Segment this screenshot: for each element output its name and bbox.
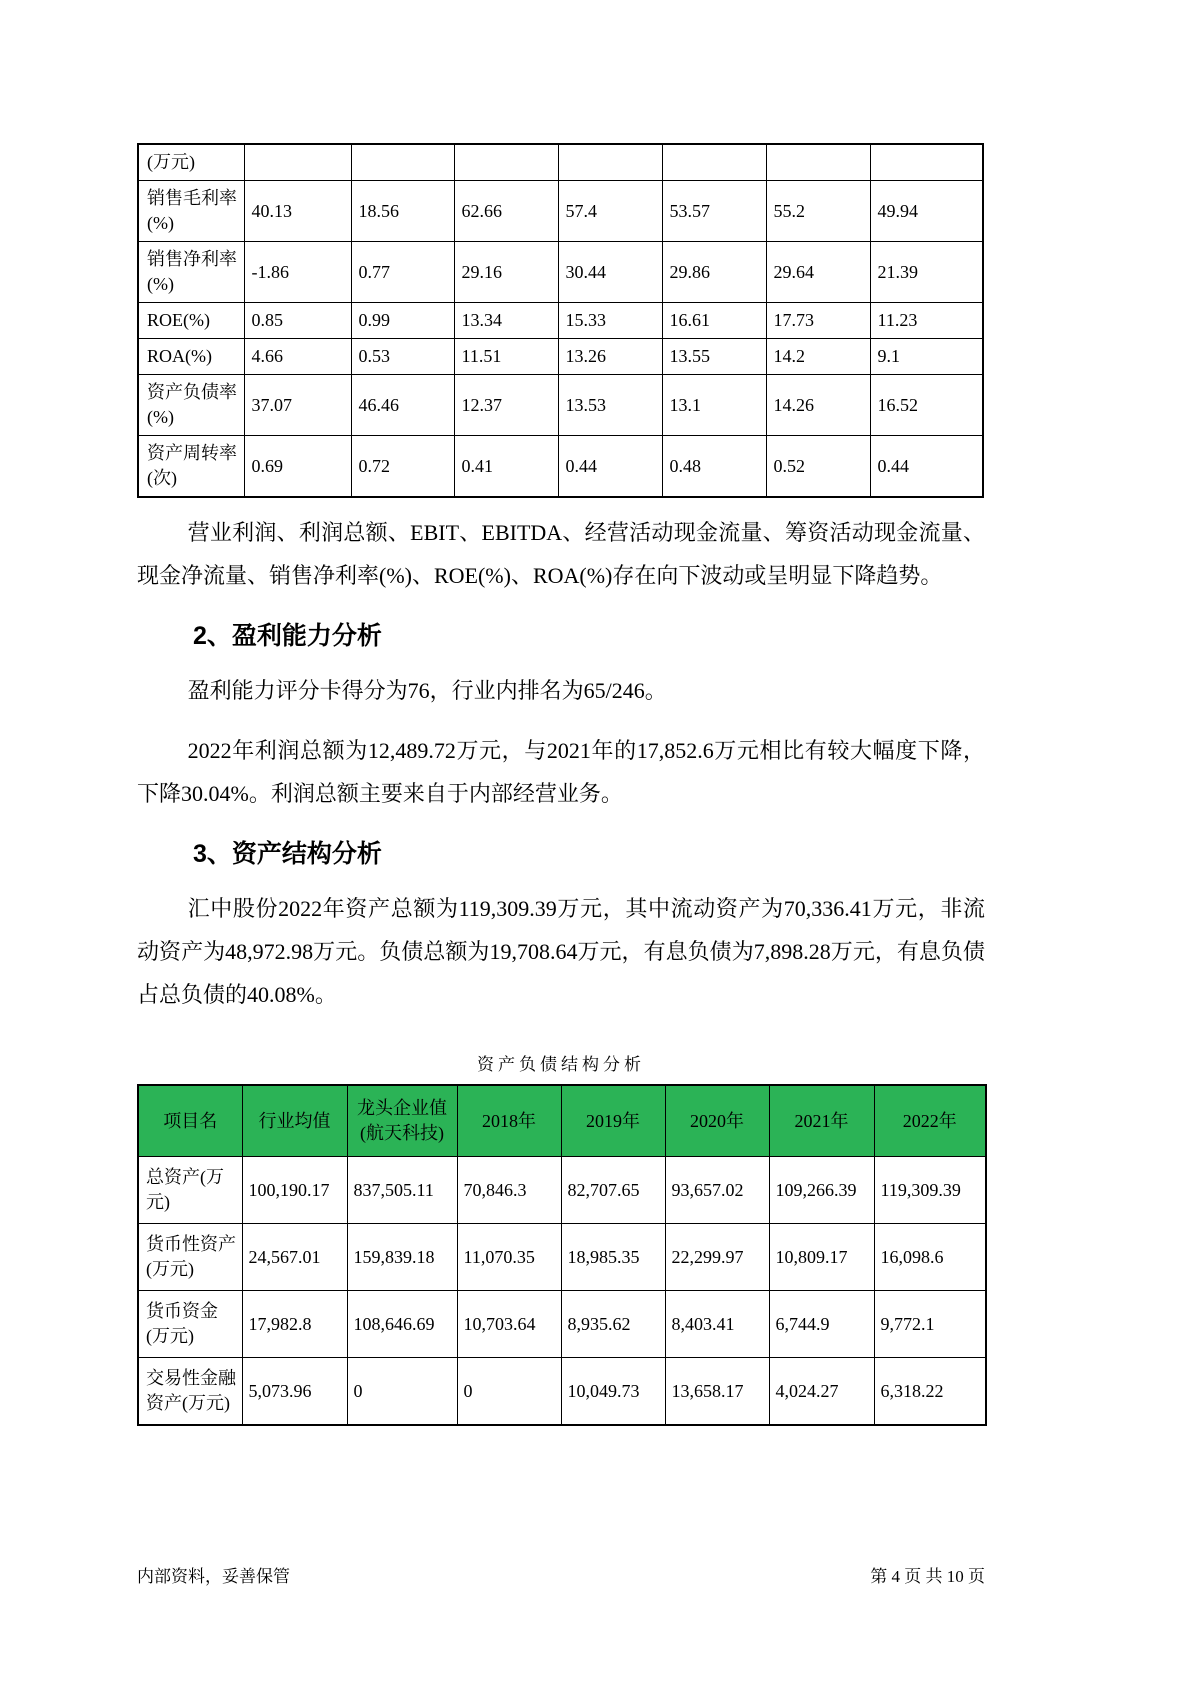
asset-structure-heading: 3、资产结构分析 — [193, 840, 382, 868]
table-cell: 40.13 — [244, 181, 351, 242]
row-label: 货币性资产(万元) — [138, 1224, 242, 1291]
profitability-heading: 2、盈利能力分析 — [193, 622, 382, 650]
table-cell: 21.39 — [870, 242, 983, 303]
table-cell — [244, 144, 351, 181]
column-header: 行业均值 — [242, 1085, 347, 1157]
table-cell: 0.44 — [558, 436, 662, 498]
financial-ratios-table — [137, 143, 984, 498]
table-cell: 0.41 — [454, 436, 558, 498]
table-cell: 14.2 — [766, 339, 870, 375]
table-cell: 29.64 — [766, 242, 870, 303]
table-row — [138, 242, 983, 303]
table-cell: 0.44 — [870, 436, 983, 498]
page-content — [137, 0, 985, 1426]
table-cell: 119,309.39 — [874, 1157, 986, 1224]
table-cell: 0.72 — [351, 436, 454, 498]
table-cell: 16.61 — [662, 303, 766, 339]
table-cell: 0.48 — [662, 436, 766, 498]
table-row — [138, 144, 983, 181]
row-label: 销售净利率(%) — [138, 242, 244, 303]
footer-page-number: 第 4 页 共 10 页 — [870, 1567, 985, 1586]
table-cell: 0 — [457, 1358, 561, 1426]
table-cell: 10,703.64 — [457, 1291, 561, 1358]
table-row — [138, 375, 983, 436]
row-label: 交易性金融资产(万元) — [138, 1358, 242, 1426]
table-cell — [351, 144, 454, 181]
row-label: 总资产(万元) — [138, 1157, 242, 1224]
table-cell: 8,403.41 — [665, 1291, 769, 1358]
table-cell: 4.66 — [244, 339, 351, 375]
table-cell: 13.55 — [662, 339, 766, 375]
table-cell: 10,809.17 — [769, 1224, 874, 1291]
table-cell: 11.51 — [454, 339, 558, 375]
column-header: 2018年 — [457, 1085, 561, 1157]
table-cell: 0.85 — [244, 303, 351, 339]
table-cell: 49.94 — [870, 181, 983, 242]
table-cell: 4,024.27 — [769, 1358, 874, 1426]
table-cell: 93,657.02 — [665, 1157, 769, 1224]
table-row — [138, 1157, 986, 1224]
table-cell: 0.52 — [766, 436, 870, 498]
column-header: 2020年 — [665, 1085, 769, 1157]
table-cell: 0.69 — [244, 436, 351, 498]
table-cell: 6,744.9 — [769, 1291, 874, 1358]
page-footer — [137, 1566, 985, 1588]
asset-table-title: 资产负债结构分析 — [477, 1055, 645, 1074]
table-cell: 6,318.22 — [874, 1358, 986, 1426]
table-cell: -1.86 — [244, 242, 351, 303]
table-cell: 9,772.1 — [874, 1291, 986, 1358]
table-cell: 12.37 — [454, 375, 558, 436]
table-row — [138, 181, 983, 242]
table-cell: 18.56 — [351, 181, 454, 242]
table-cell: 0.53 — [351, 339, 454, 375]
table-cell: 5,073.96 — [242, 1358, 347, 1426]
table-cell: 100,190.17 — [242, 1157, 347, 1224]
table-row — [138, 1224, 986, 1291]
asset-structure-paragraph: 汇中股份2022年资产总额为119,309.39万元，其中流动资产为70,336.41万元，非流动资产为48,972.98万元。负债总额为19,708.64万元，有息负债为7,898.28万元，有息负债占总负债的40.08%。 — [137, 896, 985, 1007]
row-label: (万元) — [138, 144, 244, 181]
table-cell: 29.86 — [662, 242, 766, 303]
table-cell: 37.07 — [244, 375, 351, 436]
asset-table-header-row — [138, 1085, 986, 1157]
table-cell: 9.1 — [870, 339, 983, 375]
table-cell: 11.23 — [870, 303, 983, 339]
table-cell: 46.46 — [351, 375, 454, 436]
table-cell: 16.52 — [870, 375, 983, 436]
table-cell — [558, 144, 662, 181]
table-cell: 29.16 — [454, 242, 558, 303]
table-cell: 16,098.6 — [874, 1224, 986, 1291]
table-cell: 837,505.11 — [347, 1157, 457, 1224]
table-row — [138, 339, 983, 375]
table-cell: 0 — [347, 1358, 457, 1426]
table-cell: 13.34 — [454, 303, 558, 339]
table-cell: 13.1 — [662, 375, 766, 436]
profit-total-paragraph: 2022年利润总额为12,489.72万元，与2021年的17,852.6万元相比有较大幅度下降，下降30.04%。利润总额主要来自于内部经营业务。 — [137, 738, 985, 806]
table-cell — [766, 144, 870, 181]
column-header: 2022年 — [874, 1085, 986, 1157]
profitability-score-paragraph: 盈利能力评分卡得分为76，行业内排名为65/246。 — [187, 678, 667, 703]
table-cell: 13,658.17 — [665, 1358, 769, 1426]
table-cell: 109,266.39 — [769, 1157, 874, 1224]
table-cell: 62.66 — [454, 181, 558, 242]
table-cell: 14.26 — [766, 375, 870, 436]
table-cell: 15.33 — [558, 303, 662, 339]
table-cell: 108,646.69 — [347, 1291, 457, 1358]
table-cell: 57.4 — [558, 181, 662, 242]
table-cell — [870, 144, 983, 181]
table-cell: 13.26 — [558, 339, 662, 375]
table-cell: 53.57 — [662, 181, 766, 242]
column-header: 龙头企业值(航天科技) — [347, 1085, 457, 1157]
row-label: ROE(%) — [138, 303, 244, 339]
table-cell — [454, 144, 558, 181]
table-cell: 159,839.18 — [347, 1224, 457, 1291]
table-cell: 8,935.62 — [561, 1291, 665, 1358]
row-label: 销售毛利率(%) — [138, 181, 244, 242]
table-cell: 18,985.35 — [561, 1224, 665, 1291]
column-header: 项目名 — [138, 1085, 242, 1157]
table-cell: 82,707.65 — [561, 1157, 665, 1224]
table-row — [138, 1358, 986, 1426]
table-cell: 0.99 — [351, 303, 454, 339]
row-label: 资产负债率(%) — [138, 375, 244, 436]
row-label: ROA(%) — [138, 339, 244, 375]
table-row — [138, 1291, 986, 1358]
asset-liability-table — [137, 1084, 987, 1426]
table-cell: 0.77 — [351, 242, 454, 303]
table-cell — [662, 144, 766, 181]
footer-confidential-label: 内部资料，妥善保管 — [137, 1567, 290, 1586]
row-label: 货币资金(万元) — [138, 1291, 242, 1358]
table-cell: 70,846.3 — [457, 1157, 561, 1224]
table-cell: 55.2 — [766, 181, 870, 242]
table-cell: 11,070.35 — [457, 1224, 561, 1291]
column-header: 2019年 — [561, 1085, 665, 1157]
table-cell: 17,982.8 — [242, 1291, 347, 1358]
table-cell: 22,299.97 — [665, 1224, 769, 1291]
row-label: 资产周转率(次) — [138, 436, 244, 498]
trend-paragraph: 营业利润、利润总额、EBIT、EBITDA、经营活动现金流量、筹资活动现金流量、现金净流量、销售净利率(%)、ROE(%)、ROA(%)存在向下波动或呈明显下降趋势。 — [137, 520, 985, 588]
table-row — [138, 436, 983, 498]
table-cell: 17.73 — [766, 303, 870, 339]
table-row — [138, 303, 983, 339]
table-cell: 24,567.01 — [242, 1224, 347, 1291]
table-cell: 30.44 — [558, 242, 662, 303]
table-cell: 10,049.73 — [561, 1358, 665, 1426]
column-header: 2021年 — [769, 1085, 874, 1157]
table-cell: 13.53 — [558, 375, 662, 436]
